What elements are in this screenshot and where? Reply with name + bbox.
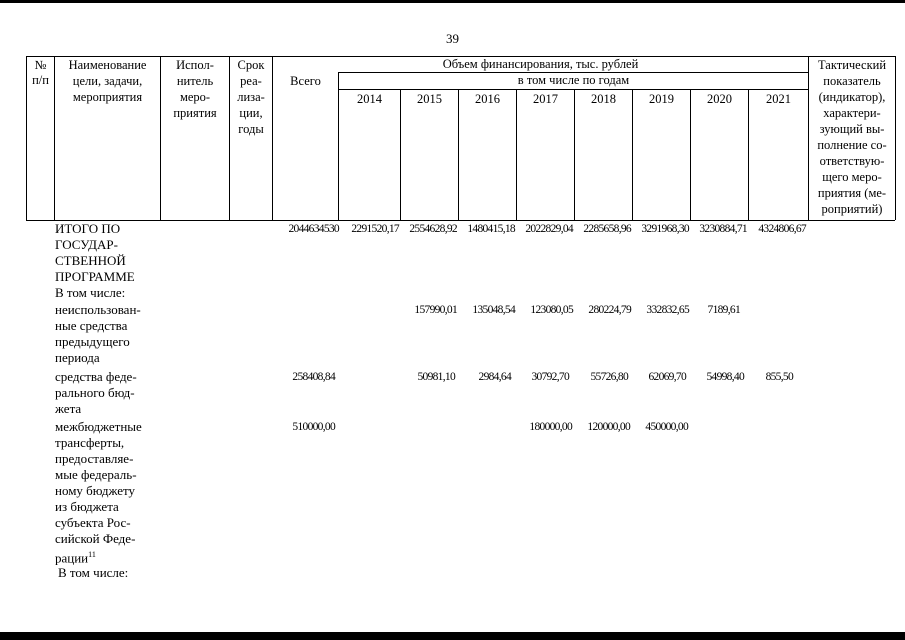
row-total-label-4: ПРОГРАММЕ: [55, 269, 135, 284]
header-num-1: №: [34, 58, 47, 72]
header-indicator-2: показатель: [823, 74, 881, 88]
header-term-3: лиза-: [237, 90, 265, 104]
header-by-years: в том числе по годам: [517, 73, 630, 87]
row-unused-label-2: ные средства: [55, 318, 128, 333]
row-federal-2015: 50981,10: [417, 371, 455, 383]
header-year-2015: 2015: [417, 92, 442, 106]
row-unused-2019: 332832,65: [646, 304, 689, 316]
header-year-2018: 2018: [591, 92, 616, 106]
row-federal-label-1: средства феде-: [55, 369, 137, 384]
header-name-2: цели, задачи,: [72, 74, 143, 88]
row-federal-2017: 30792,70: [531, 371, 569, 383]
header-year-2016: 2016: [475, 92, 500, 106]
row-unused-2017: 123080,05: [530, 304, 573, 316]
row-federal-label-3: жета: [55, 401, 82, 416]
row-total-label-3: СТВЕННОЙ: [55, 253, 126, 268]
row-transfer-label-8: сийской Феде-: [55, 531, 136, 546]
row-transfer-label-4: мые федераль-: [55, 467, 137, 482]
row-transfer-2019: 450000,00: [645, 421, 688, 433]
row-unused-2018: 280224,79: [588, 304, 631, 316]
row-total-2021: 4324806,67: [758, 223, 806, 235]
row-federal-total: 258408,84: [292, 371, 335, 383]
row-unused-label-4: периода: [55, 350, 100, 365]
header-indicator-4: характери-: [823, 106, 881, 120]
row-total-2017: 2022829,04: [525, 223, 573, 235]
header-indicator-1: Тактический: [817, 58, 887, 72]
row-total-total: 2044634530: [288, 223, 339, 235]
row-transfer-label-1: межбюджетные: [55, 419, 142, 434]
row-unused-label-1: неиспользован-: [55, 302, 141, 317]
header-year-2019: 2019: [649, 92, 674, 106]
header-funding: Объем финансирования, тыс. рублей: [442, 57, 639, 71]
row-total-2015: 2554628,92: [409, 223, 457, 235]
row-transfer-label-5: ному бюджету: [55, 483, 136, 498]
row-transfer-label-6: из бюджета: [55, 499, 119, 514]
header-indicator-6: полнение со-: [817, 138, 887, 152]
row-transfer-total: 510000,00: [292, 421, 335, 433]
row-unused-2016: 135048,54: [472, 304, 515, 316]
row-including-label: В том числе:: [58, 565, 129, 580]
header-term-4: ции,: [239, 106, 263, 120]
header-year-2014: 2014: [357, 92, 382, 106]
header-executor-4: приятия: [173, 106, 217, 120]
header-indicator-3: (индикатор),: [818, 90, 886, 104]
header-executor-3: меро-: [179, 90, 211, 104]
row-federal-2016: 2984,64: [478, 371, 511, 383]
row-federal-2018: 55726,80: [590, 371, 628, 383]
row-total-2019: 3291968,30: [641, 223, 689, 235]
row-total-2016: 1480415,18: [467, 223, 515, 235]
header-num-2: п/п: [32, 73, 49, 87]
row-transfer-label-3: предоставляе-: [55, 451, 134, 466]
row-transfer-label-9-text: рации: [55, 550, 89, 566]
bottom-border: [0, 632, 905, 640]
row-federal-label-2: рального бюд-: [55, 385, 135, 400]
row-transfer-label-7: субъекта Рос-: [55, 515, 131, 530]
row-unused-2015: 157990,01: [414, 304, 457, 316]
page-number: 39: [446, 31, 459, 46]
row-total-label-1: ИТОГО ПО: [55, 221, 121, 236]
row-total-label-5: В том числе:: [55, 285, 126, 300]
header-indicator-10: роприятий): [821, 202, 883, 216]
header-year-2020: 2020: [707, 92, 732, 106]
header-executor-1: Испол-: [176, 58, 214, 72]
header-term-5: годы: [238, 122, 264, 136]
footnote-marker: 11: [88, 550, 96, 559]
row-total-label-2: ГОСУДАР-: [55, 237, 118, 252]
row-federal-2019: 62069,70: [648, 371, 686, 383]
row-unused-label-3: предыдущего: [55, 334, 130, 349]
row-federal-2021: 855,50: [765, 371, 793, 383]
row-total-2020: 3230884,71: [699, 223, 747, 235]
row-transfer-2017: 180000,00: [529, 421, 572, 433]
header-year-2021: 2021: [766, 92, 791, 106]
header-term-2: реа-: [240, 74, 262, 88]
header-name-1: Наименование: [68, 58, 147, 72]
row-unused-2020: 7189,61: [707, 304, 740, 316]
header-year-2017: 2017: [533, 92, 558, 106]
row-transfer-label-9: [55, 547, 96, 567]
header-total: Всего: [290, 74, 321, 88]
header-term-1: Срок: [237, 58, 265, 72]
header-executor-2: нитель: [176, 74, 214, 88]
header-indicator-8: щего меро-: [822, 170, 882, 184]
header-name-3: мероприятия: [72, 90, 143, 104]
row-total-2018: 2285658,96: [583, 223, 631, 235]
row-transfer-label-2: трансферты,: [55, 435, 125, 450]
row-total-2014: 2291520,17: [351, 223, 399, 235]
row-federal-2020: 54998,40: [706, 371, 744, 383]
header-indicator-7: ответствую-: [819, 154, 885, 168]
header-indicator-9: приятия (ме-: [817, 186, 887, 200]
row-transfer-2018: 120000,00: [587, 421, 630, 433]
header-indicator-5: зующий вы-: [819, 122, 885, 136]
